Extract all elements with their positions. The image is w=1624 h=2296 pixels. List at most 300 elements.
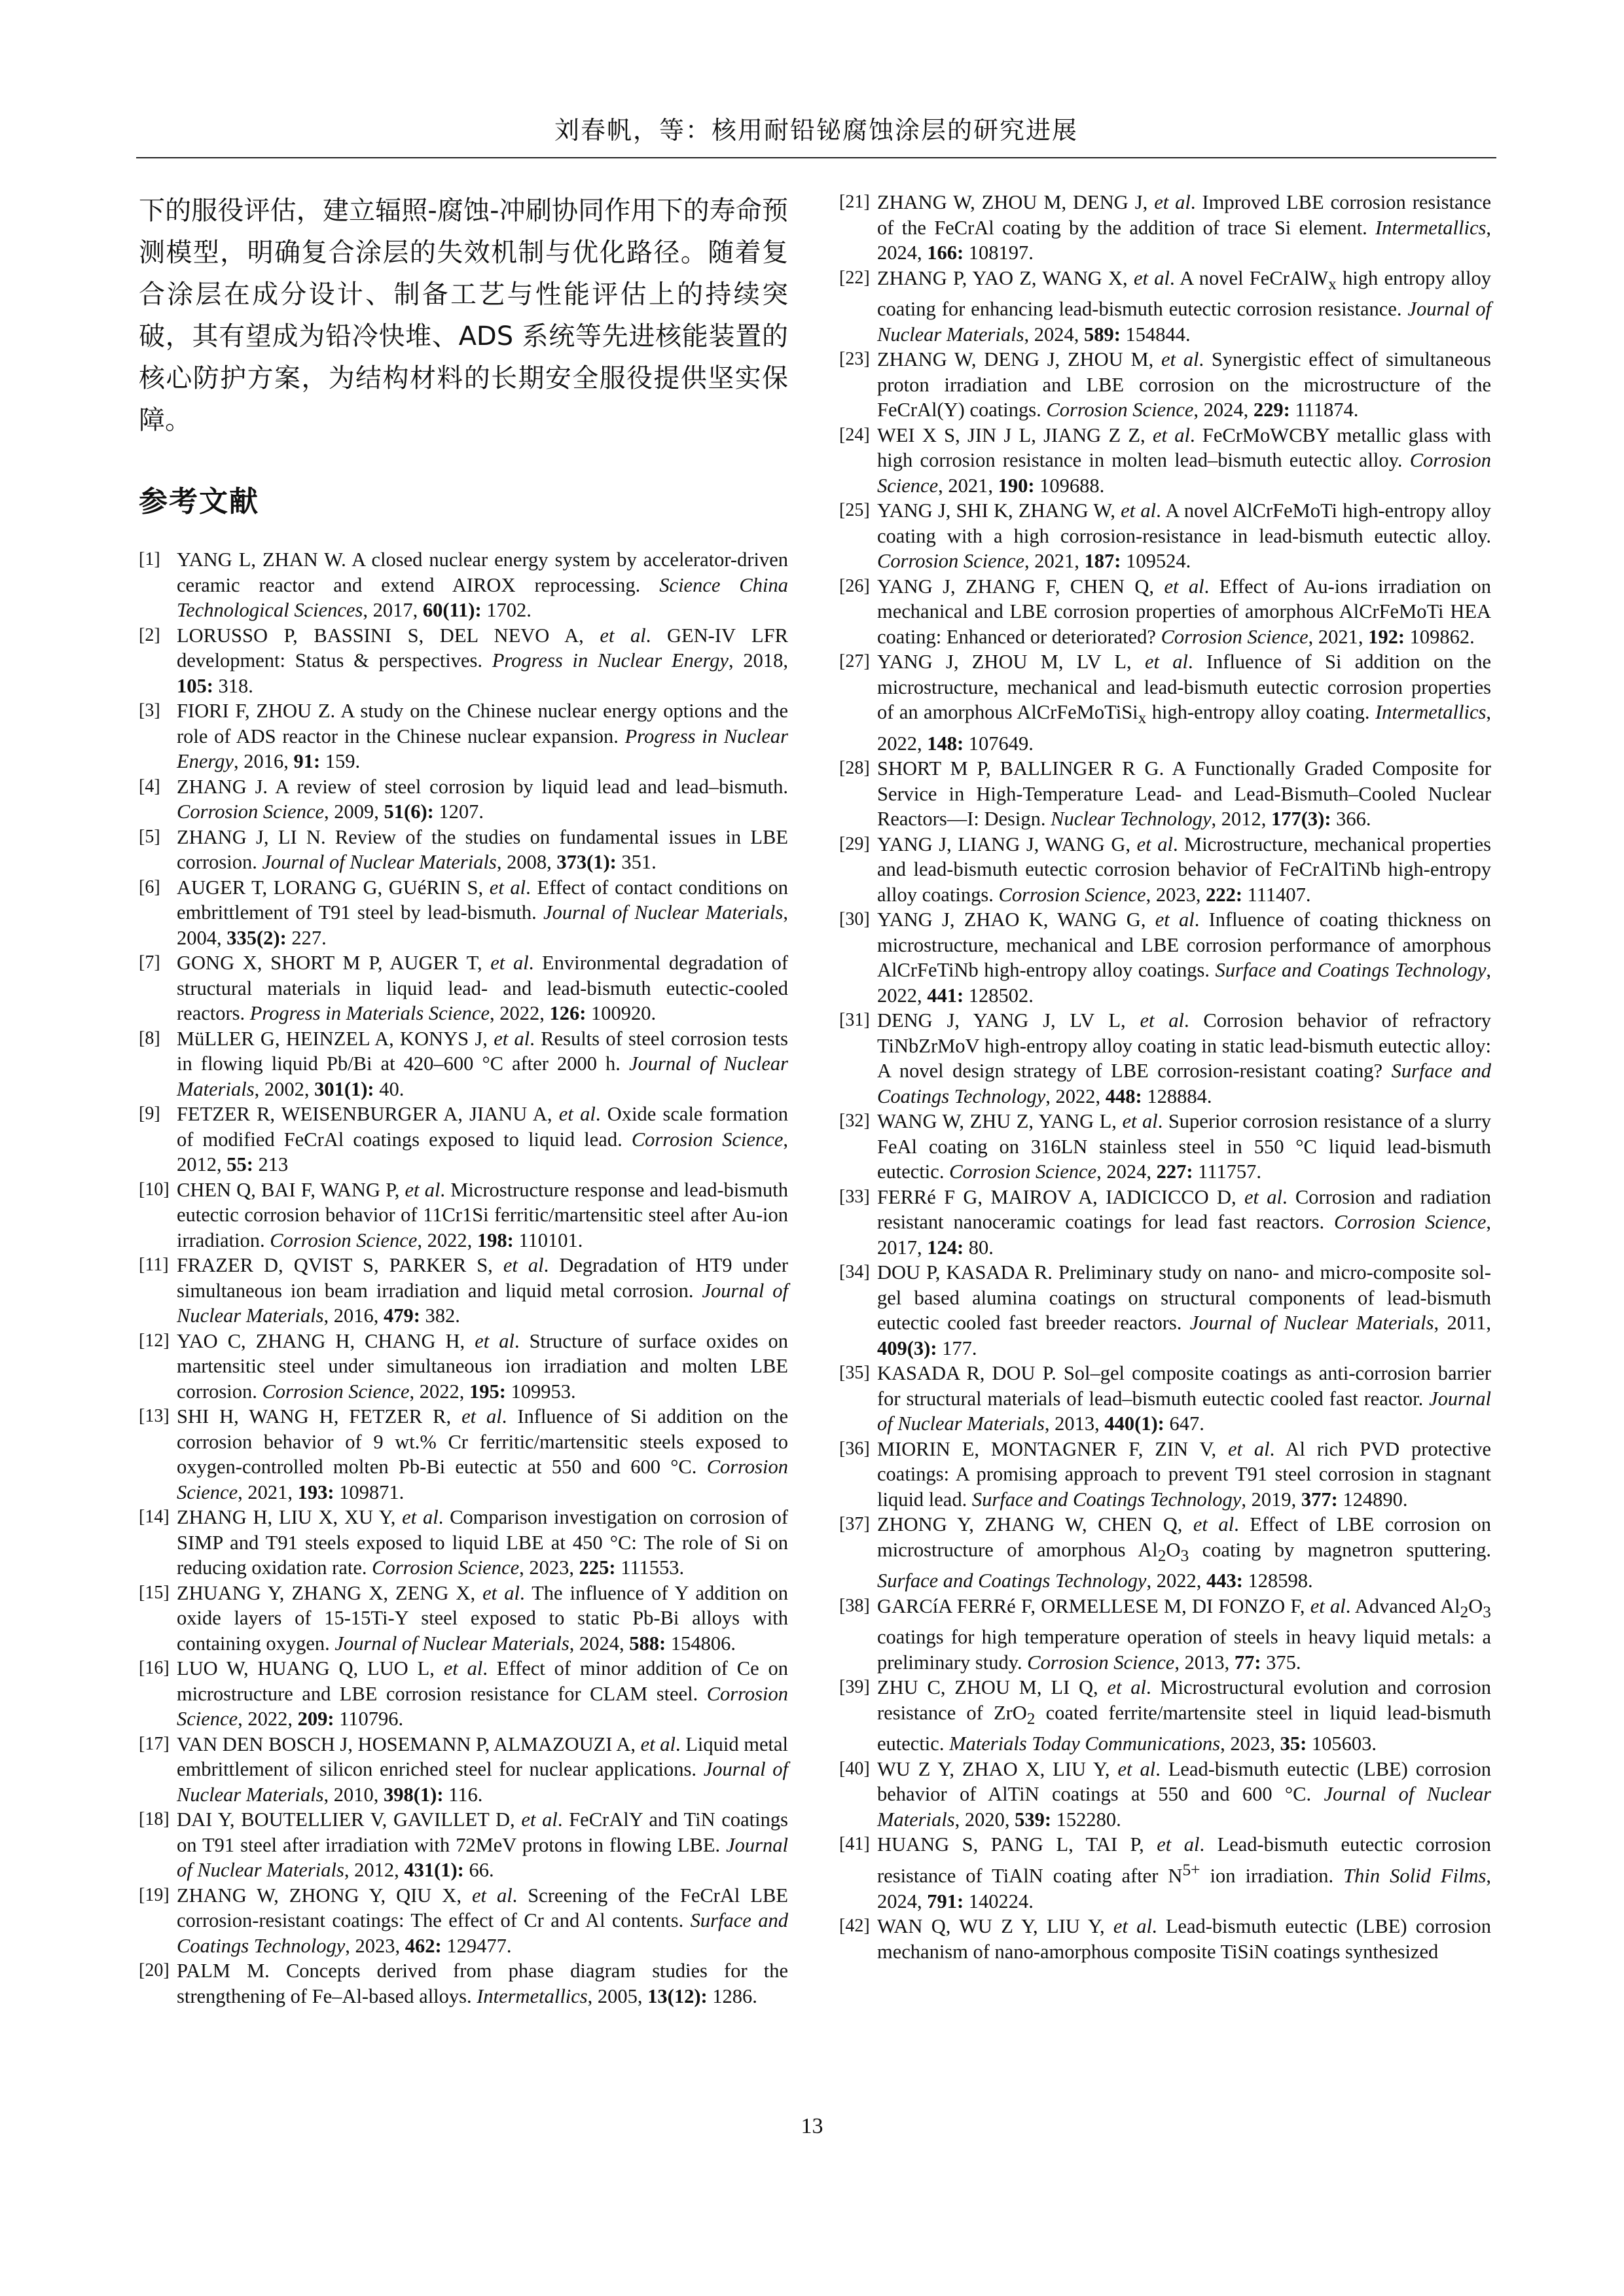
reference-subscript: 2 [1026, 1709, 1036, 1728]
reference-authors: FERRé F G, MAIROV A, IADICICCO D, [877, 1185, 1244, 1208]
reference-journal: Corrosion Science [877, 550, 1025, 573]
reference-authors: SHORT M P, BALLINGER R G. [877, 757, 1164, 780]
reference-et-al: et al [471, 1884, 513, 1907]
reference-entry [839, 423, 1491, 499]
reference-et-al: et al [1121, 499, 1157, 522]
reference-volume: 124: [927, 1236, 964, 1259]
reference-journal: Corrosion Science [262, 1380, 410, 1403]
reference-title: . Effect of minor addition of Ce on microstructure and LBE corrosion resistance for CLAM steel. [177, 1657, 788, 1705]
reference-et-al: et al [1133, 266, 1170, 289]
reference-year: , 2024, [877, 216, 1491, 264]
reference-journal: Thin Solid Films [1343, 1865, 1487, 1888]
reference-entry [839, 190, 1491, 266]
reference-authors: FRAZER D, QVIST S, PARKER S, [177, 1254, 503, 1276]
reference-journal: Journal of Nuclear Materials [877, 298, 1491, 346]
reference-authors: YAO C, ZHANG H, CHANG H, [177, 1329, 475, 1352]
reference-pages: 109862. [1405, 625, 1475, 648]
reference-pages: 107649. [964, 732, 1034, 755]
reference-title: Concepts derived from phase diagram studies for the strengthening of Fe–Al-based alloys. [177, 1960, 788, 2007]
reference-journal: Journal of Nuclear Materials [877, 1783, 1491, 1831]
reference-title: . Corrosion behavior of refractory TiNbZrMoV high-entropy alloy coating in static lead-bismuth eutectic alloy: A novel design strategy of LBE corrosion-resistant coating? [877, 1009, 1492, 1083]
reference-authors: ZHANG W, DENG J, ZHOU M, [877, 348, 1161, 371]
reference-entry [839, 832, 1491, 908]
reference-journal: Intermetallics [1375, 701, 1487, 724]
reference-journal: Journal of Nuclear Materials [334, 1632, 569, 1655]
reference-et-al: et al [1193, 1513, 1235, 1536]
reference-number: [31] [839, 1010, 870, 1031]
reference-title: . Influence of Si addition on the corrosion behavior of 9 wt.% Cr ferritic/martensitic steels exposed to oxygen-controlled molten Pb-Bi eutectic at 550 and 600 °C. [177, 1405, 788, 1478]
reference-journal: Corrosion Science [177, 1456, 788, 1503]
reference-title: . Comparison investigation on corrosion of SIMP and T91 steels exposed to liquid LBE at 450 °C: The role of Si on reducing oxidation rate. [177, 1506, 788, 1579]
reference-title: . Environmental degradation of structural materials in liquid lead- and lead-bismuth eutectic-cooled reactors. [177, 952, 788, 1024]
reference-title-cont: ion irradiation. [1200, 1865, 1344, 1888]
reference-title-cont: coating by magnetron sputtering. [1189, 1538, 1492, 1561]
reference-et-al: et al [490, 952, 529, 974]
reference-year: , 2012, [177, 1128, 788, 1175]
reference-entry [139, 774, 788, 825]
reference-number: [21] [839, 192, 870, 212]
reference-et-al: et al [482, 1581, 520, 1604]
reference-entry [839, 1437, 1491, 1513]
reference-title: A Functionally Graded Composite for Service in High-Temperature Lead- and Lead-Bismuth–Cooled Nuclear Reactors—I: Design. [877, 757, 1491, 831]
reference-title: . A novel FeCrAlW [1169, 266, 1329, 289]
reference-pages: 318. [213, 674, 253, 697]
reference-et-al: et al [1140, 1009, 1184, 1032]
reference-subscript: 3 [1483, 1602, 1491, 1621]
reference-et-al: et al [1152, 423, 1190, 446]
reference-entry [839, 1109, 1491, 1185]
reference-year: , 2020, [954, 1808, 1015, 1831]
reference-authors: CHEN Q, BAI F, WANG P, [177, 1178, 405, 1201]
reference-et-al: et al [1244, 1185, 1282, 1208]
reference-volume: 443: [1206, 1570, 1243, 1592]
reference-et-al: et al [1154, 191, 1191, 213]
reference-year: , 2022, [877, 701, 1492, 755]
reference-journal: Surface and Coatings Technology [877, 1060, 1491, 1107]
reference-volume: 193: [297, 1480, 334, 1503]
reference-number: [38] [839, 1595, 870, 1616]
reference-number: [17] [139, 1733, 170, 1754]
reference-title-cont: O [1166, 1538, 1181, 1561]
reference-journal: Journal of Nuclear Materials [177, 1833, 788, 1881]
reference-et-al: et al [1117, 1757, 1156, 1780]
reference-year: , 2018, [728, 649, 789, 672]
reference-number: [22] [839, 267, 870, 288]
reference-title-cont: coated ferrite/martensite steel in liquid lead-bismuth eutectic. [877, 1701, 1491, 1755]
reference-year: , 2012, [1211, 808, 1272, 831]
reference-title-cont: high-entropy alloy coating. [1146, 701, 1375, 724]
reference-entry [139, 1102, 788, 1177]
reference-entry [839, 347, 1491, 423]
reference-number: [29] [839, 833, 870, 854]
reference-authors: KASADA R, DOU P. [877, 1362, 1056, 1385]
reference-entry [839, 1914, 1491, 1964]
reference-number: [36] [839, 1438, 870, 1459]
reference-pages: 128502. [964, 984, 1034, 1007]
reference-title: A review of steel corrosion by liquid lead and lead–bismuth. [268, 775, 788, 798]
reference-number: [6] [139, 876, 160, 897]
reference-authors: YANG J, ZHANG F, CHEN Q, [877, 575, 1164, 598]
reference-authors: ZHANG W, ZHOU M, DENG J, [877, 191, 1155, 213]
reference-journal: Corrosion Science [270, 1229, 418, 1251]
reference-subscript: x [1138, 709, 1147, 728]
reference-pages: 366. [1331, 808, 1371, 831]
reference-authors: WAN Q, WU Z Y, LIU Y, [877, 1915, 1113, 1938]
reference-entry [139, 1581, 788, 1657]
reference-title: . Degradation of HT9 under simultaneous ion beam irradiation and liquid metal corrosion. [177, 1254, 788, 1302]
reference-title: . Synergistic effect of simultaneous proton irradiation and LBE corrosion on the microstructure of the FeCrAl(Y) coatings. [877, 348, 1491, 422]
reference-year: , 2024, [569, 1632, 630, 1655]
reference-pages: 1702. [481, 599, 532, 621]
reference-et-al: et al [1161, 348, 1199, 371]
reference-number: [8] [139, 1028, 160, 1049]
reference-number: [7] [139, 952, 160, 973]
reference-pages: 647. [1164, 1412, 1204, 1435]
reference-entry [139, 875, 788, 951]
reference-title-cont: O [1468, 1594, 1483, 1617]
reference-authors: HUANG S, PANG L, TAI P, [877, 1833, 1157, 1856]
reference-et-al: et al [1144, 651, 1188, 673]
reference-year: , 2024, [1024, 323, 1084, 346]
reference-et-al: et al [1122, 1110, 1158, 1133]
reference-entry [839, 756, 1491, 832]
reference-et-al: et al [503, 1254, 544, 1276]
reference-authors: YANG L, ZHAN W. [177, 548, 346, 571]
reference-authors: ZHANG P, YAO Z, WANG X, [877, 266, 1134, 289]
reference-volume: 55: [226, 1153, 253, 1175]
reference-number: [1] [139, 549, 160, 569]
reference-et-al: et al [443, 1657, 483, 1679]
reference-subscript: 2 [1157, 1546, 1166, 1565]
reference-title: . Structure of surface oxides on martensitic steel under simultaneous ion irradiation and molten LBE corrosion. [177, 1329, 788, 1403]
reference-authors: MIORIN E, MONTAGNER F, ZIN V, [877, 1437, 1228, 1460]
reference-pages: 129477. [441, 1934, 512, 1957]
reference-journal: Journal of Nuclear Materials [543, 901, 784, 924]
reference-authors: AUGER T, LORANG G, GUéRIN S, [177, 876, 490, 899]
reference-volume: 187: [1084, 550, 1121, 573]
reference-volume: 198: [477, 1229, 514, 1251]
reference-title: A closed nuclear energy system by accelerator-driven ceramic reactor and extend AIROX reprocessing. [177, 548, 788, 596]
reference-year: , 2022, [1045, 1085, 1106, 1107]
reference-entry [139, 1253, 788, 1329]
reference-journal: Surface and Coatings Technology [177, 1909, 788, 1957]
reference-pages: 110101. [513, 1229, 583, 1251]
reference-volume: 409(3): [877, 1336, 937, 1359]
reference-pages: 100920. [586, 1002, 657, 1024]
reference-volume: 222: [1206, 883, 1242, 906]
reference-year: , 2022, [1146, 1570, 1206, 1592]
reference-year: , 2022, [490, 1002, 550, 1024]
reference-list-left [139, 547, 788, 2009]
reference-year: , 2023, [1146, 883, 1206, 906]
reference-volume: 35: [1280, 1732, 1307, 1755]
reference-year: , 2010, [323, 1783, 384, 1806]
reference-entry [839, 1675, 1491, 1757]
reference-pages: 109688. [1034, 474, 1105, 497]
reference-volume: 190: [998, 474, 1035, 497]
reference-journal: Surface and Coatings Technology [877, 1570, 1147, 1592]
reference-authors: FIORI F, ZHOU Z. [177, 700, 336, 722]
reference-pages: 116. [443, 1783, 483, 1806]
reference-title-cont: coatings for high temperature operation of steels in heavy liquid metals: a preliminary study. [877, 1626, 1491, 1674]
reference-pages: 80. [964, 1236, 994, 1259]
reference-title: . Microstructure response and lead-bismuth eutectic corrosion behavior of 11Cr1Si ferritic/martensitic steel after Au-ion irradiation. [177, 1178, 788, 1251]
reference-entry [139, 1958, 788, 2009]
reference-volume: 539: [1015, 1808, 1052, 1831]
reference-pages: 351. [616, 851, 657, 873]
reference-journal: Journal of Nuclear Materials [1189, 1312, 1434, 1335]
reference-title: . Results of steel corrosion tests in flowing liquid Pb/Bi at 420–600 °C after 2000 h. [177, 1027, 788, 1075]
reference-title: . FeCrAlY and TiN coatings on T91 steel after irradiation with 72MeV protons in flowing LBE. [177, 1808, 788, 1856]
reference-volume: 373(1): [556, 851, 617, 873]
reference-pages: 177. [937, 1336, 977, 1359]
reference-title: . Effect of LBE corrosion on microstructure of amorphous Al [877, 1513, 1491, 1561]
reference-entry [139, 1026, 788, 1102]
reference-number: [14] [139, 1507, 170, 1527]
reference-volume: 195: [469, 1380, 506, 1403]
reference-year: , 2004, [177, 901, 788, 949]
reference-authors: DOU P, KASADA R. [877, 1261, 1053, 1284]
reference-number: [24] [839, 424, 870, 445]
reference-title: . Advanced Al [1345, 1594, 1460, 1617]
reference-et-al: et al [461, 1405, 502, 1427]
reference-volume: 126: [549, 1002, 586, 1024]
reference-number: [13] [139, 1406, 170, 1426]
reference-year: , 2023, [345, 1934, 405, 1957]
reference-volume: 462: [405, 1934, 442, 1957]
reference-title: . Superior corrosion resistance of a slurry FeAl coating on 316LN stainless steel in 550 °C liquid lead-bismuth eutectic. [877, 1110, 1491, 1183]
reference-volume: 166: [927, 242, 964, 264]
reference-number: [11] [139, 1255, 169, 1275]
reference-journal: Surface and Coatings Technology [1215, 959, 1487, 982]
reference-journal: Surface and Coatings Technology [971, 1488, 1242, 1511]
reference-year: , 2016, [323, 1304, 384, 1327]
reference-title: . Screening of the FeCrAl LBE corrosion-resistant coatings: The effect of Cr and Al contents. [177, 1884, 788, 1931]
reference-entry [839, 1185, 1491, 1261]
reference-authors: YANG J, ZHAO K, WANG G, [877, 908, 1155, 931]
reference-year: , 2011, [1434, 1312, 1491, 1335]
reference-superscript: 5+ [1182, 1860, 1200, 1879]
reference-title: . Liquid metal embrittlement of silicon enriched steel for nuclear applications. [177, 1732, 788, 1780]
reference-title: Review of the studies on fundamental issues in LBE corrosion. [177, 825, 788, 873]
reference-number: [15] [139, 1582, 170, 1603]
reference-volume: 398(1): [384, 1783, 444, 1806]
reference-pages: 111553. [615, 1556, 685, 1579]
reference-year: , 2017, [877, 1211, 1491, 1259]
reference-entry [839, 498, 1491, 574]
reference-entry [839, 1594, 1491, 1676]
reference-year: , 2022, [417, 1229, 477, 1251]
reference-volume: 301(1): [314, 1077, 374, 1100]
reference-year: , 2008, [496, 851, 557, 873]
reference-entry [139, 547, 788, 623]
reference-authors: ZHONG Y, ZHANG W, CHEN Q, [877, 1513, 1193, 1536]
reference-et-al: et al [1157, 1833, 1200, 1856]
reference-journal: Nuclear Technology [1051, 808, 1212, 831]
reference-entry [139, 1732, 788, 1808]
reference-volume: 225: [579, 1556, 616, 1579]
reference-journal: Corrosion Science [877, 449, 1491, 497]
reference-number: [40] [839, 1758, 870, 1779]
reference-title: . Influence of coating thickness on microstructure, mechanical and LBE corrosion performance of amorphous AlCrFeTiNb high-entropy alloy coatings. [877, 908, 1491, 982]
reference-authors: FETZER R, WEISENBURGER A, JIANU A, [177, 1103, 559, 1125]
reference-year: , 2016, [233, 750, 294, 772]
reference-authors: ZHANG W, ZHONG Y, QIU X, [177, 1884, 472, 1907]
reference-year: , 2023, [519, 1556, 579, 1579]
reference-title: . Microstructure, mechanical properties and lead-bismuth eutectic corrosion behavior of FeCrAlTiNb high-entropy alloy coatings. [877, 833, 1491, 906]
reference-year: , 2013, [1174, 1651, 1235, 1674]
reference-journal: Corrosion Science [1161, 625, 1308, 648]
reference-et-al: et al [1164, 575, 1204, 598]
reference-authors: DENG J, YANG J, LV L, [877, 1009, 1140, 1032]
reference-et-al: et al [475, 1329, 514, 1352]
header-rule [136, 157, 1496, 158]
reference-et-al: et al [600, 624, 646, 647]
reference-title: . Lead-bismuth eutectic (LBE) corrosion behavior of AlTiN coatings at 550 and 600 °C. [877, 1757, 1491, 1806]
reference-pages: 109871. [334, 1480, 405, 1503]
reference-volume: 431(1): [404, 1859, 464, 1881]
reference-entry [139, 825, 788, 875]
reference-pages: 66. [463, 1859, 494, 1881]
reference-et-al: et al [558, 1103, 596, 1125]
reference-authors: WEI X S, JIN J L, JIANG Z Z, [877, 423, 1153, 446]
reference-volume: 227: [1156, 1160, 1193, 1183]
reference-pages: 109953. [505, 1380, 576, 1403]
reference-title: A study on the Chinese nuclear energy options and the role of ADS reactor in the Chinese nuclear expansion. [177, 700, 788, 747]
reference-entry [139, 623, 788, 699]
reference-title-cont: high entropy alloy coating for enhancing lead-bismuth eutectic corrosion resistance. [877, 266, 1491, 321]
reference-volume: 91: [293, 750, 321, 772]
reference-number: [4] [139, 776, 160, 797]
reference-year: , 2021, [938, 474, 998, 497]
reference-number: [35] [839, 1363, 870, 1384]
reference-et-al: et al [1227, 1437, 1270, 1460]
reference-pages: 140224. [964, 1890, 1034, 1912]
reference-volume: 105: [177, 674, 213, 697]
reference-entry [839, 649, 1491, 756]
reference-entry [839, 266, 1491, 348]
reference-number: [33] [839, 1186, 870, 1207]
reference-subscript: 2 [1460, 1602, 1469, 1621]
reference-year: , 2024, [1096, 1160, 1157, 1183]
reference-journal: Corrosion Science [177, 1682, 788, 1730]
reference-list-right [839, 190, 1491, 1964]
reference-authors: WANG W, ZHU Z, YANG L, [877, 1110, 1123, 1133]
reference-number: [18] [139, 1809, 170, 1829]
reference-year: , 2024, [877, 1865, 1492, 1912]
reference-volume: 377: [1301, 1488, 1338, 1511]
reference-volume: 148: [927, 732, 964, 755]
reference-title: . Improved LBE corrosion resistance of the FeCrAl coating by the addition of trace Si element. [877, 191, 1491, 239]
reference-number: [27] [839, 651, 870, 672]
reference-pages: 152280. [1051, 1808, 1121, 1831]
reference-year: , 2012, [344, 1859, 405, 1881]
reference-volume: 791: [927, 1890, 964, 1912]
reference-journal: Corrosion Science [631, 1128, 784, 1151]
reference-pages: 109524. [1121, 550, 1191, 573]
reference-year: , 2022, [409, 1380, 469, 1403]
reference-journal: Corrosion Science [1027, 1651, 1175, 1674]
reference-volume: 209: [297, 1708, 334, 1730]
reference-year: , 2002, [254, 1077, 315, 1100]
reference-title: Preliminary study on nano- and micro-composite sol-gel based alumina coatings on structural components of lead-bismuth eutectic cooled fast breeder reactors. [877, 1261, 1491, 1335]
reference-pages: 154844. [1120, 323, 1191, 346]
reference-et-al: et al [521, 1808, 558, 1831]
reference-entry [839, 1832, 1491, 1914]
reference-title: . Lead-bismuth eutectic corrosion resistance of TiAlN coating after N [877, 1833, 1491, 1888]
reference-pages: 382. [420, 1304, 460, 1327]
reference-et-al: et al [402, 1506, 439, 1528]
references-heading: 参考文献 [139, 485, 259, 518]
reference-volume: 479: [384, 1304, 420, 1327]
reference-et-al: et al [494, 1027, 530, 1050]
reference-year: , 2017, [363, 599, 423, 621]
reference-authors: MüLLER G, HEINZEL A, KONYS J, [177, 1027, 494, 1050]
reference-entry [839, 907, 1491, 1008]
reference-authors: ZHUANG Y, ZHANG X, ZENG X, [177, 1581, 483, 1604]
reference-entry [139, 950, 788, 1026]
reference-et-al: et al [489, 876, 526, 899]
reference-year: , 2019, [1241, 1488, 1301, 1511]
reference-title: . Effect of contact conditions on embrittlement of T91 steel by lead-bismuth. [177, 876, 788, 924]
reference-number: [26] [839, 575, 870, 596]
reference-number: [23] [839, 349, 870, 370]
reference-number: [30] [839, 909, 870, 930]
reference-number: [20] [139, 1960, 170, 1981]
reference-authors: WU Z Y, ZHAO X, LIU Y, [877, 1757, 1118, 1780]
reference-number: [41] [839, 1834, 870, 1855]
reference-journal: Corrosion Science [1046, 399, 1194, 422]
reference-journal: Materials Today Communications [949, 1732, 1221, 1755]
reference-volume: 441: [927, 984, 964, 1007]
reference-title: . Corrosion and radiation resistant nanoceramic coatings for lead fast reactors. [877, 1185, 1491, 1234]
reference-entry [139, 1807, 788, 1883]
reference-journal: Intermetallics [477, 1984, 588, 2007]
reference-title: . The influence of Y addition on oxide layers of 15-15Ti-Y steel exposed to static Pb-Bi alloys with containing oxygen. [177, 1581, 788, 1655]
reference-number: [2] [139, 624, 160, 645]
reference-volume: 588: [629, 1632, 666, 1655]
reference-volume: 60(11): [422, 599, 482, 621]
reference-year: , 2021, [238, 1480, 298, 1503]
reference-pages: 105603. [1307, 1732, 1377, 1755]
reference-journal: Journal of Nuclear Materials [177, 1279, 788, 1327]
reference-entry [139, 1329, 788, 1405]
reference-authors: PALM M. [177, 1960, 270, 1982]
reference-pages: 375. [1261, 1651, 1301, 1674]
reference-entry [839, 1361, 1491, 1437]
reference-entry [139, 1505, 788, 1581]
reference-entry [139, 698, 788, 774]
reference-volume: 51(6): [384, 800, 434, 823]
reference-year: , 2024, [1193, 399, 1254, 422]
reference-journal: Progress in Nuclear Energy [492, 649, 729, 672]
reference-title: . Al rich PVD protective coatings: A promising approach to prevent T91 steel corrosion in stagnant liquid lead. [877, 1437, 1491, 1511]
reference-number: [32] [839, 1111, 870, 1132]
reference-et-al: et al [640, 1732, 676, 1755]
reference-volume: 192: [1368, 625, 1405, 648]
reference-authors: GARCíA FERRé F, ORMELLESE M, DI FONZO F, [877, 1594, 1310, 1617]
reference-authors: DAI Y, BOUTELLIER V, GAVILLET D, [177, 1808, 522, 1831]
reference-pages: 213 [253, 1153, 289, 1175]
reference-number: [12] [139, 1330, 170, 1351]
reference-journal: Science China Technological Sciences [177, 573, 788, 621]
reference-volume: 335(2): [226, 926, 287, 949]
reference-title: . FeCrMoWCBY metallic glass with high corrosion resistance in molten lead–bismuth eutectic alloy. [877, 423, 1491, 472]
reference-pages: 1207. [433, 800, 484, 823]
reference-subscript: 3 [1180, 1546, 1189, 1565]
left-column [139, 190, 788, 2009]
reference-journal: Corrosion Science [949, 1160, 1097, 1183]
